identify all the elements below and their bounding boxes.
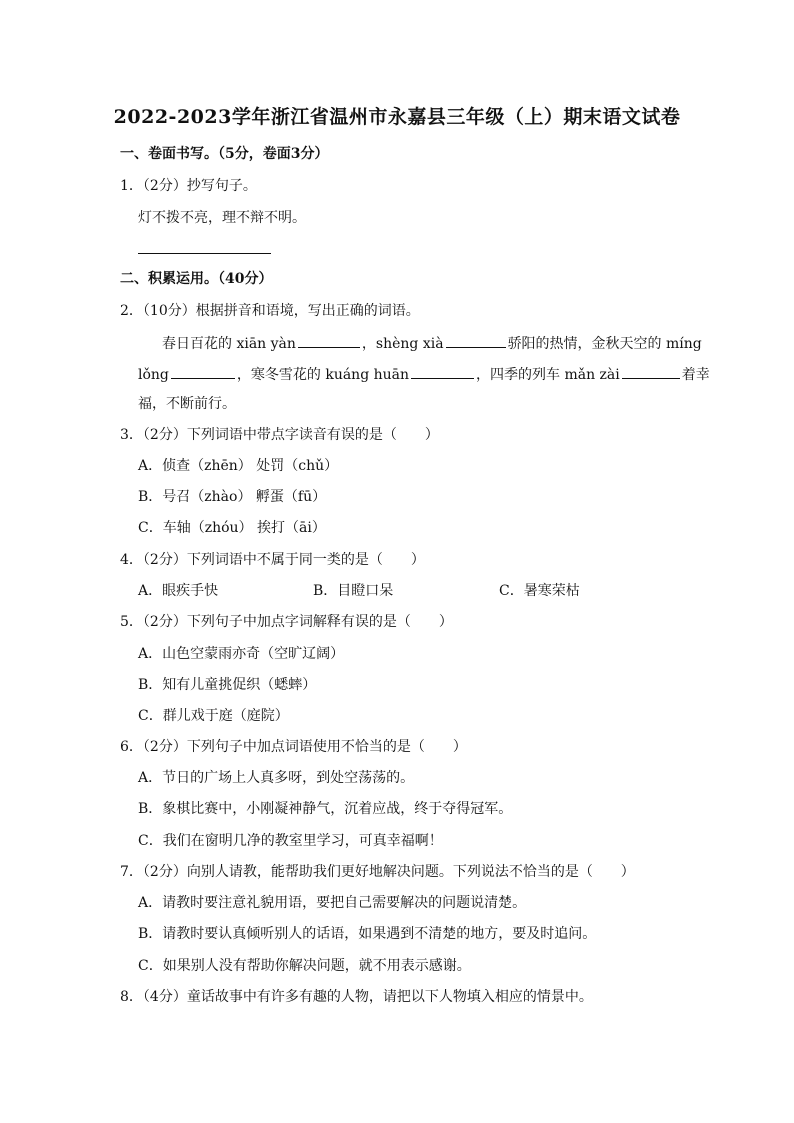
- question-3-option-a[interactable]: A．侦查（zhēn） 处罚（chǔ）: [138, 458, 339, 474]
- passage-text: lǒng: [138, 367, 169, 383]
- question-8-stem: 8．（4分）童话故事中有许多有趣的人物，请把以下人物填入相应的情景中。: [120, 989, 593, 1005]
- question-6-option-c[interactable]: C．我们在窗明几净的教室里学习，可真幸福啊！: [138, 833, 443, 849]
- question-6-stem: 6．（2分）下列句子中加点词语使用不恰当的是（ ）: [120, 739, 467, 755]
- passage-text: ，shèng xià: [361, 336, 444, 352]
- question-5-option-b[interactable]: B．知有儿童挑促织（蟋蟀）: [138, 677, 317, 693]
- question-5-option-c[interactable]: C．群儿戏于庭（庭院）: [138, 708, 289, 724]
- passage-text: 春日百花的 xiān yàn: [162, 336, 296, 352]
- passage-text: ，四季的列车 mǎn zài: [476, 367, 620, 383]
- question-6-option-b[interactable]: B．象棋比赛中，小刚凝神静气，沉着应战，终于夺得冠军。: [138, 801, 513, 817]
- question-2-passage-line-2: [138, 364, 710, 384]
- answer-blank[interactable]: [446, 333, 506, 348]
- question-7-option-b[interactable]: B．请教时要认真倾听别人的话语，如果遇到不清楚的地方，要及时追问。: [138, 926, 597, 942]
- copy-answer-line[interactable]: [138, 253, 271, 254]
- question-4-option-b[interactable]: B．目瞪口呆: [313, 583, 394, 599]
- passage-text: 骄阳的热情，金秋天空的 míng: [507, 336, 702, 352]
- question-3-option-c[interactable]: C．车轴（zhóu） 挨打（āi）: [138, 520, 326, 536]
- question-5-stem: 5．（2分）下列句子中加点字词解释有误的是（ ）: [120, 614, 453, 630]
- question-2-stem: 2．（10分）根据拼音和语境，写出正确的词语。: [120, 303, 420, 319]
- question-6-option-a[interactable]: A．节日的广场上人真多呀，到处空荡荡的。: [138, 770, 415, 786]
- question-4-option-a[interactable]: A．眼疾手快: [138, 583, 219, 599]
- section-heading-1: 一、卷面书写。（5分，卷面3分）: [120, 146, 329, 162]
- question-4-option-c[interactable]: C．暑寒荣枯: [499, 583, 580, 599]
- question-1-stem: 1．（2分）抄写句子。: [120, 178, 257, 194]
- question-4-stem: 4．（2分）下列词语中不属于同一类的是（ ）: [120, 552, 425, 568]
- question-2-passage-line-3: 福，不断前行。: [138, 396, 236, 412]
- answer-blank[interactable]: [298, 333, 360, 348]
- question-2-passage-line-1: [162, 333, 702, 353]
- question-5-option-a[interactable]: A．山色空蒙雨亦奇（空旷辽阔）: [138, 646, 345, 662]
- answer-blank[interactable]: [411, 364, 474, 379]
- question-3-option-b[interactable]: B．号召（zhào） 孵蛋（fū）: [138, 489, 327, 505]
- question-7-stem: 7．（2分）向别人请教，能帮助我们更好地解决问题。下列说法不恰当的是（ ）: [120, 864, 635, 880]
- answer-blank[interactable]: [171, 364, 235, 379]
- section-heading-2: 二、积累运用。（40分）: [120, 271, 273, 287]
- passage-text: 着幸: [681, 367, 710, 383]
- passage-text: ，寒冬雪花的 kuáng huān: [236, 367, 410, 383]
- page-title: 2022-2023学年浙江省温州市永嘉县三年级（上）期末语文试卷: [113, 106, 681, 128]
- question-7-option-c[interactable]: C．如果别人没有帮助你解决问题，就不用表示感谢。: [138, 958, 471, 974]
- question-3-stem: 3．（2分）下列词语中带点字读音有误的是（ ）: [120, 427, 439, 443]
- answer-blank[interactable]: [622, 364, 680, 379]
- question-1-sentence: 灯不拨不亮，理不辩不明。: [138, 210, 306, 226]
- question-7-option-a[interactable]: A．请教时要注意礼貌用语，要把自己需要解决的问题说清楚。: [138, 895, 527, 911]
